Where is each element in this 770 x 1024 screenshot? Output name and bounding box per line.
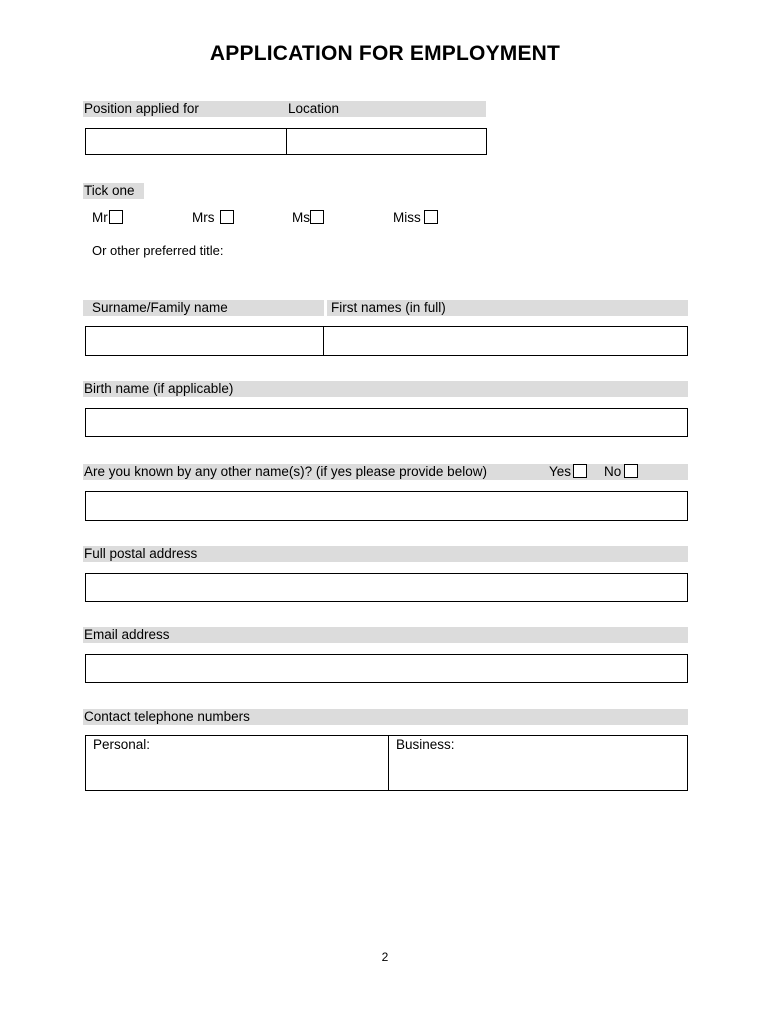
- tick-one-heading: Tick one: [84, 183, 135, 198]
- no-checkbox[interactable]: [624, 464, 638, 478]
- other-names-label: Are you known by any other name(s)? (if yes please provide below): [84, 464, 487, 479]
- page-number: 2: [381, 950, 389, 964]
- location-label: Location: [288, 101, 340, 116]
- address-input[interactable]: [85, 573, 688, 602]
- title-option-label: Mrs: [192, 210, 215, 225]
- position-input[interactable]: [86, 129, 286, 154]
- first-names-input[interactable]: [324, 327, 687, 355]
- no-label: No: [604, 464, 622, 479]
- surname-label: Surname/Family name: [92, 300, 228, 315]
- other-names-no[interactable]: [604, 464, 638, 480]
- title-option-label: Ms: [292, 210, 310, 225]
- miss-checkbox[interactable]: [424, 210, 438, 224]
- email-input[interactable]: [85, 654, 688, 683]
- ms-checkbox[interactable]: [310, 210, 324, 224]
- title-option-mrs[interactable]: [192, 210, 234, 226]
- yes-checkbox[interactable]: [573, 464, 587, 478]
- address-label: Full postal address: [84, 546, 198, 561]
- email-label: Email address: [84, 627, 170, 642]
- birth-name-label: Birth name (if applicable): [84, 381, 234, 396]
- title-option-ms[interactable]: [292, 210, 324, 226]
- names-row: [85, 326, 688, 356]
- title-option-miss[interactable]: [393, 210, 438, 226]
- position-location-row: [85, 128, 487, 155]
- location-input[interactable]: [287, 129, 486, 154]
- first-names-label: First names (in full): [331, 300, 446, 315]
- position-label: Position applied for: [84, 101, 199, 116]
- mrs-checkbox[interactable]: [220, 210, 234, 224]
- yes-label: Yes: [549, 464, 572, 479]
- phone-label: Contact telephone numbers: [84, 709, 250, 724]
- surname-input[interactable]: [86, 327, 323, 355]
- title-option-label: Miss: [393, 210, 421, 225]
- phone-row: [85, 735, 688, 791]
- mr-checkbox[interactable]: [109, 210, 123, 224]
- other-names-input[interactable]: [85, 491, 688, 521]
- personal-phone-label: Personal:: [93, 737, 151, 752]
- birth-name-input[interactable]: [85, 408, 688, 437]
- business-phone-input[interactable]: [389, 736, 687, 790]
- page-title: APPLICATION FOR EMPLOYMENT: [209, 42, 561, 65]
- title-option-label: Mr: [92, 210, 108, 225]
- email-band: [83, 627, 688, 643]
- business-phone-label: Business:: [396, 737, 455, 752]
- other-title-label: Or other preferred title:: [92, 243, 224, 258]
- title-option-mr[interactable]: [92, 210, 123, 226]
- other-names-yes[interactable]: [549, 464, 587, 480]
- personal-phone-input[interactable]: [86, 736, 388, 790]
